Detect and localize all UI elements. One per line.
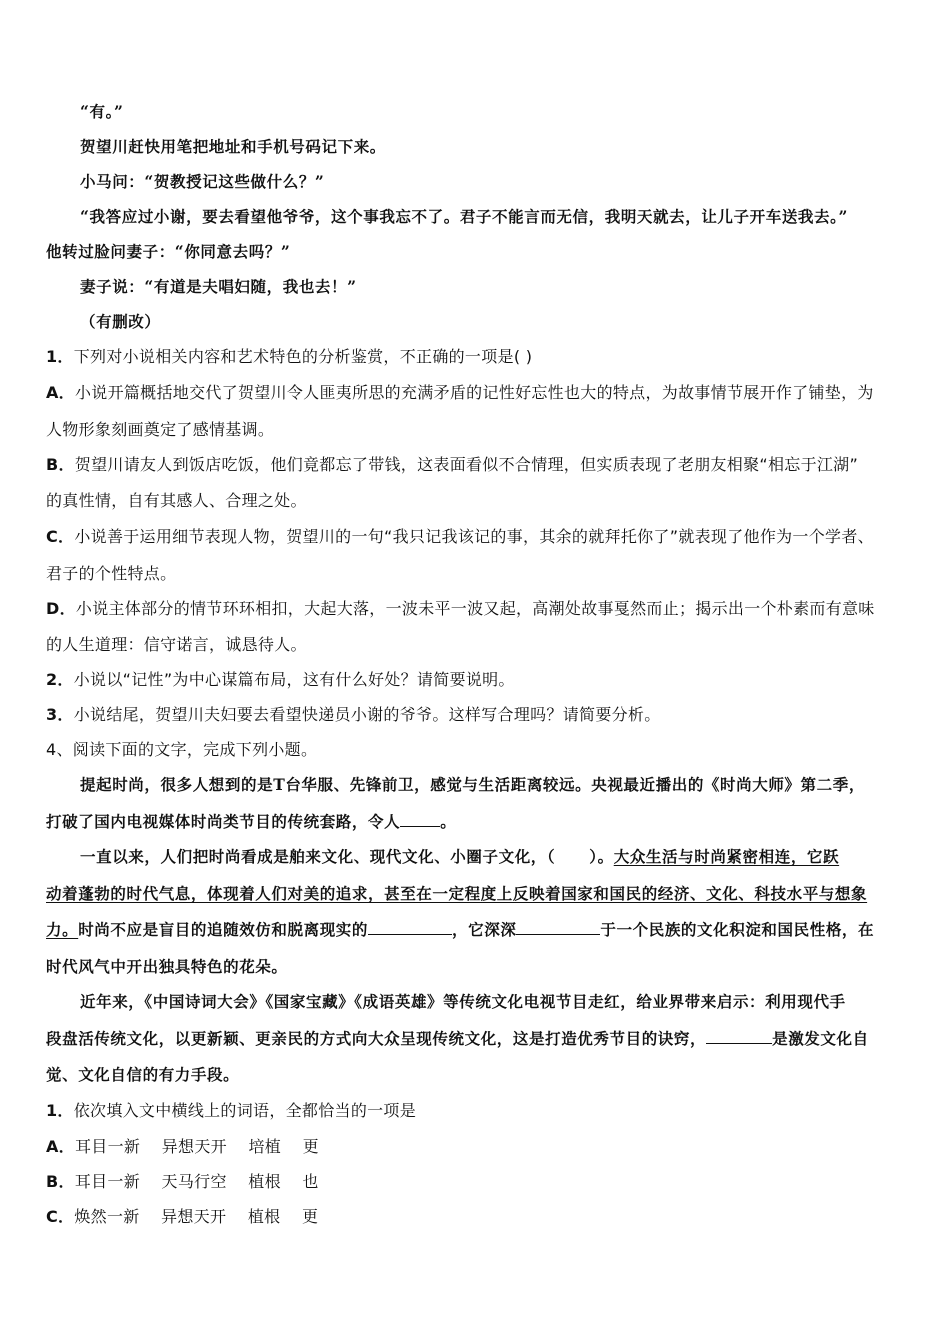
option-a: A．耳目一新 异想天开 培植 更 [46, 1137, 319, 1156]
question-3: 3．小说结尾，贺望川夫妇要去看望快递员小谢的爷爷。这样写合理吗？请简要分析。 [46, 705, 661, 724]
passage-line [46, 883, 867, 905]
option-d: D．小说主体部分的情节环环相扣，大起大落，一波未平一波又起，高潮处故事戛然而止；揭示出一个朴素而有意味 [46, 599, 875, 618]
story-line: “我答应过小谢，要去看望他爷爷，这个事我忘不了。君子不能言而无信，我明天就去，让儿子开车送我去。” [80, 207, 848, 226]
option-b-continued: 的真性情，自有其感人、合理之处。 [46, 491, 307, 510]
passage-line: 时代风气中开出独具特色的花朵。 [46, 957, 288, 976]
question-4-1: 1．依次填入文中横线上的词语，全都恰当的一项是 [46, 1101, 417, 1120]
passage-line: 段盘活传统文化，以更新颖、更亲民的方式向大众呈现传统文化，这是打造优秀节目的诀窍， 是激发文化自 [46, 1029, 869, 1048]
question-1: 1．下列对小说相关内容和艺术特色的分析鉴赏，不正确的一项是( ) [46, 347, 533, 366]
story-line: 他转过脸问妻子：“你同意去吗？” [46, 242, 291, 261]
option-c-continued: 君子的个性特点。 [46, 564, 177, 583]
story-line: 小马问：“贺教授记这些做什么？” [80, 172, 325, 191]
option-a: A．小说开篇概括地交代了贺望川令人匪夷所思的充满矛盾的记性好忘性也大的特点，为故事情节展开作了铺垫，为 [46, 383, 874, 402]
passage-line: 打破了国内电视媒体时尚类节目的传统套路，令人 。 [46, 812, 457, 831]
passage-line: 一直以来，人们把时尚看成是舶来文化、现代文化、小圈子文化，（ ）。大众生活与时尚紧密相连，它跃 [80, 847, 840, 866]
passage-line: 近年来，《中国诗词大会》《国家宝藏》《成语英雄》等传统文化电视节目走红，给业界带来启示：利用现代手 [80, 992, 846, 1011]
fill-blank [368, 920, 452, 935]
section-heading: 4、阅读下面的文字，完成下列小题。 [46, 740, 318, 759]
option-c: C．小说善于运用细节表现人物，贺望川的一句“我只记我该记的事，其余的就拜托你了”就表现了他作为一个学者、 [46, 527, 874, 546]
source-note: （有删改） [80, 312, 161, 331]
option-b: B．贺望川请友人到饭店吃饭，他们竟都忘了带钱，这表面看似不合情理，但实质表现了老朋友相聚“相忘于江湖” [46, 455, 859, 474]
story-line: “有。” [80, 102, 124, 121]
underlined-sentence: 动着蓬勃的时代气息，体现着人们对美的追求，甚至在一定程度上反映着国家和国民的经济、文化、科技水平与想象 [46, 884, 868, 903]
fill-blank [706, 1029, 772, 1044]
story-line: 妻子说：“有道是夫唱妇随，我也去！” [80, 277, 357, 296]
passage-line: 觉、文化自信的有力手段。 [46, 1065, 240, 1084]
fill-blank [400, 812, 440, 827]
option-b: B．耳目一新 天马行空 植根 也 [46, 1172, 319, 1191]
question-2: 2．小说以“记性”为中心谋篇布局，这有什么好处？请简要说明。 [46, 670, 515, 689]
underlined-sentence: 大众生活与时尚紧密相连，它跃 [613, 847, 840, 866]
option-a-continued: 人物形象刻画奠定了感情基调。 [46, 420, 275, 439]
fill-blank [516, 920, 600, 935]
option-c: C．焕然一新 异想天开 植根 更 [46, 1207, 319, 1226]
underlined-sentence: 力。 [46, 920, 79, 939]
option-d-continued: 的人生道理：信守诺言，诚恳待人。 [46, 635, 307, 654]
passage-line: 力。时尚不应是盲目的追随效仿和脱离现实的 ，它深深 于一个民族的文化积淀和国民性格，在 [46, 920, 875, 939]
passage-line: 提起时尚，很多人想到的是T台华服、先锋前卫，感觉与生活距离较远。央视最近播出的《时尚大师》第二季， [80, 775, 865, 794]
story-line: 贺望川赶快用笔把地址和手机号码记下来。 [80, 137, 386, 156]
